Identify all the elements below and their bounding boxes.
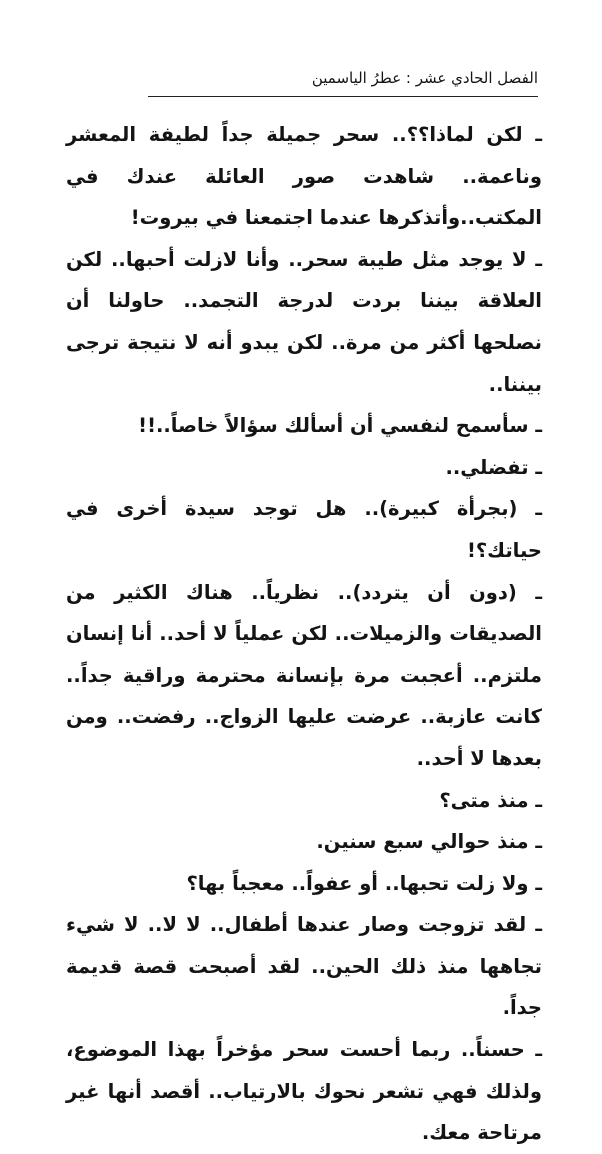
dialogue-paragraph: ـ لا يوجد مثل طيبة سحر.. وأنا لازلت أحبها.. لكن العلاقة بيننا بردت لدرجة التجمد.. حاولنا أن نصلحها أكثر من مرة.. لكن يبدو أنه لا نتيجة ترجى بيننا.. (66, 247, 542, 396)
dialogue-paragraph: ـ (دون أن يتردد).. نظرياً.. هناك الكثير من الصديقات والزميلات.. لكن عملياً لا أحد.. أنا إنسان ملتزم.. أعجبت مرة بإنسانة محترمة وراقية جداً.. كانت عازبة.. عرضت عليها الزواج.. رفضت.. ومن بعدها لا أحد.. (66, 580, 542, 770)
chapter-title: الفصل الحادي عشر : عطرُ الياسمين (311, 69, 538, 87)
dialogue-paragraph: ـ (بجرأة كبيرة).. هل توجد سيدة أخرى في حياتك؟! (66, 497, 542, 562)
dialogue-paragraph: ـ سأسمح لنفسي أن أسألك سؤالاً خاصاً..!! (138, 414, 542, 438)
running-header (148, 66, 538, 97)
dialogue-paragraph: ـ منذ متى؟ (439, 788, 542, 812)
dialogue-paragraph: ـ لكن لماذا؟؟.. سحر جميلة جداً لطيفة المعشر وناعمة.. شاهدت صور العائلة عندك في المكتب..وأتذكرها عندما اجتمعنا في بيروت! (66, 123, 542, 230)
dialogue-paragraph: ـ تفضلي.. (445, 455, 542, 479)
dialogue-paragraph: ـ لقد تزوجت وصار عندها أطفال.. لا لا.. لا شيء تجاهها منذ ذلك الحين.. لقد أصبحت قصة قديمة جداً. (66, 913, 542, 1020)
page-body (66, 114, 542, 1154)
dialogue-paragraph: ـ منذ حوالي سبع سنين. (316, 830, 542, 854)
dialogue-paragraph: ـ ولا زلت تحبها.. أو عفواً.. معجباً بها؟ (186, 871, 542, 895)
dialogue-paragraph: ـ حسناً.. ربما أحست سحر مؤخراً بهذا الموضوع، ولذلك فهي تشعر نحوك بالارتياب.. أقصد أنها غير مرتاحة معك. (66, 1038, 542, 1145)
